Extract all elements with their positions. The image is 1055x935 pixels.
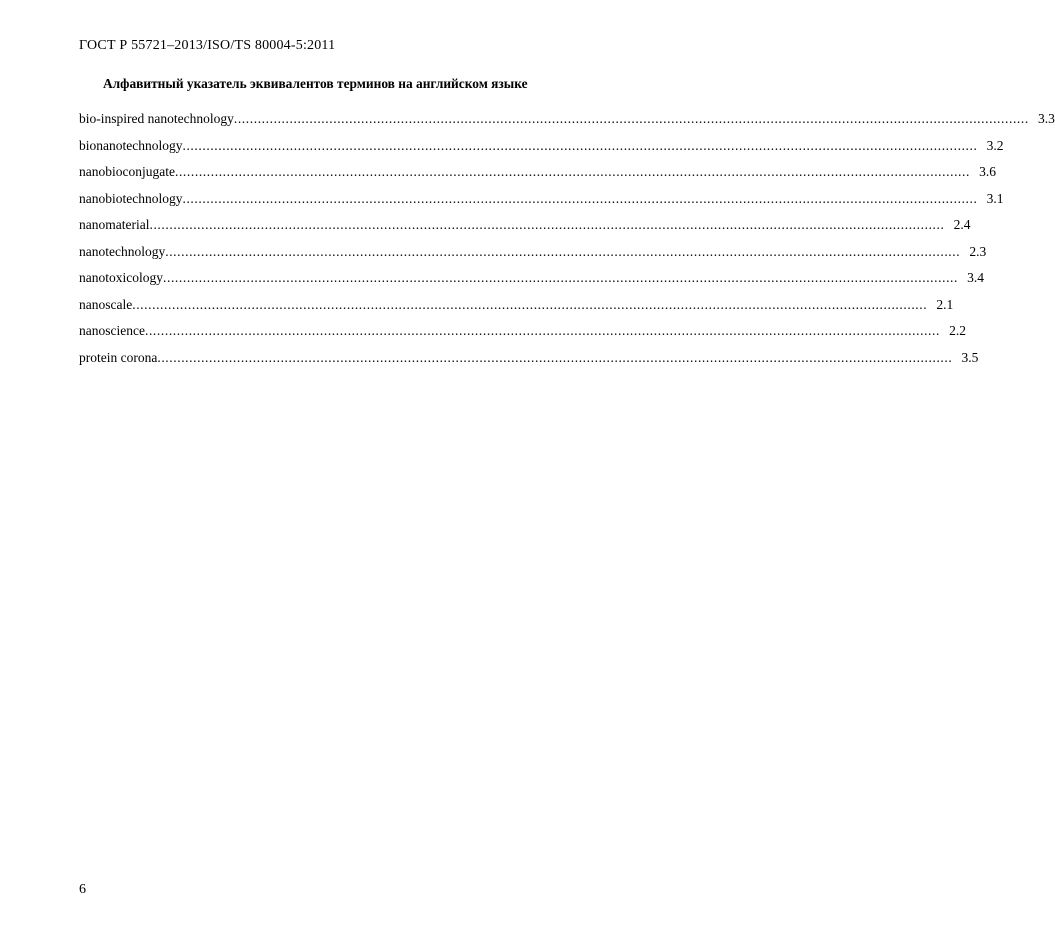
dot-leader: ........................................................................................................................................................................................................ [144,323,940,338]
index-entry [79,323,966,350]
index-entry [79,190,1004,218]
index-entry-number: 3.1 [986,190,1004,206]
index-entry-term: nanotoxicology [79,270,163,285]
index-entry-number: 3.3 [1037,111,1055,126]
dot-leader: ........................................................................................................................................................................................................ [157,349,953,365]
index-entry-term: bionanotechnology [79,137,183,153]
index-entry-number: 2.1 [936,296,954,312]
index-entry-number: 2.3 [969,243,987,259]
dot-leader: ........................................................................................................................................................................................................ [174,164,970,179]
index-entry [79,243,987,271]
index-entry-term: nanomaterial [79,217,150,232]
dot-leader: ........................................................................................................................................................................................................ [132,296,928,312]
index-entry-number: 3.2 [986,137,1004,153]
index-entry-term: protein corona [79,349,158,365]
index-entry-number: 2.4 [953,217,971,232]
index-entry-number: 3.5 [961,349,979,365]
dot-leader: ........................................................................................................................................................................................................ [182,137,978,153]
dot-leader: ........................................................................................................................................................................................................ [165,243,961,259]
index-entry-term: nanobiotechnology [79,190,183,206]
index-entry-term: nanoscale [79,296,133,312]
index-entry-number: 2.2 [949,323,966,338]
index-entry-term: nanoscience [79,323,145,338]
dot-leader: ........................................................................................................................................................................................................ [149,217,945,232]
page-number: 6 [79,882,86,897]
index-entry-term: nanobioconjugate [79,164,175,179]
index-entry [79,137,1004,165]
index-entry [79,217,971,244]
dot-leader: ........................................................................................................................................................................................................ [182,190,978,206]
term-index-list [79,111,1055,376]
index-entry [79,164,996,191]
document-header: ГОСТ Р 55721–2013/ISO/TS 80004-5:2011 [79,38,336,53]
index-entry [79,296,954,324]
dot-leader: ........................................................................................................................................................................................................ [163,270,958,285]
dot-leader: ........................................................................................................................................................................................................ [233,111,1029,126]
index-entry-number: 3.6 [979,164,996,179]
index-entry [79,111,1055,138]
index-entry [79,270,984,297]
index-entry-term: bio-inspired nanotechnology [79,111,234,126]
index-entry [79,349,979,377]
index-title: Алфавитный указатель эквивалентов терминов на английском языке [103,76,528,91]
index-entry-number: 3.4 [967,270,984,285]
index-entry-term: nanotechnology [79,243,166,259]
